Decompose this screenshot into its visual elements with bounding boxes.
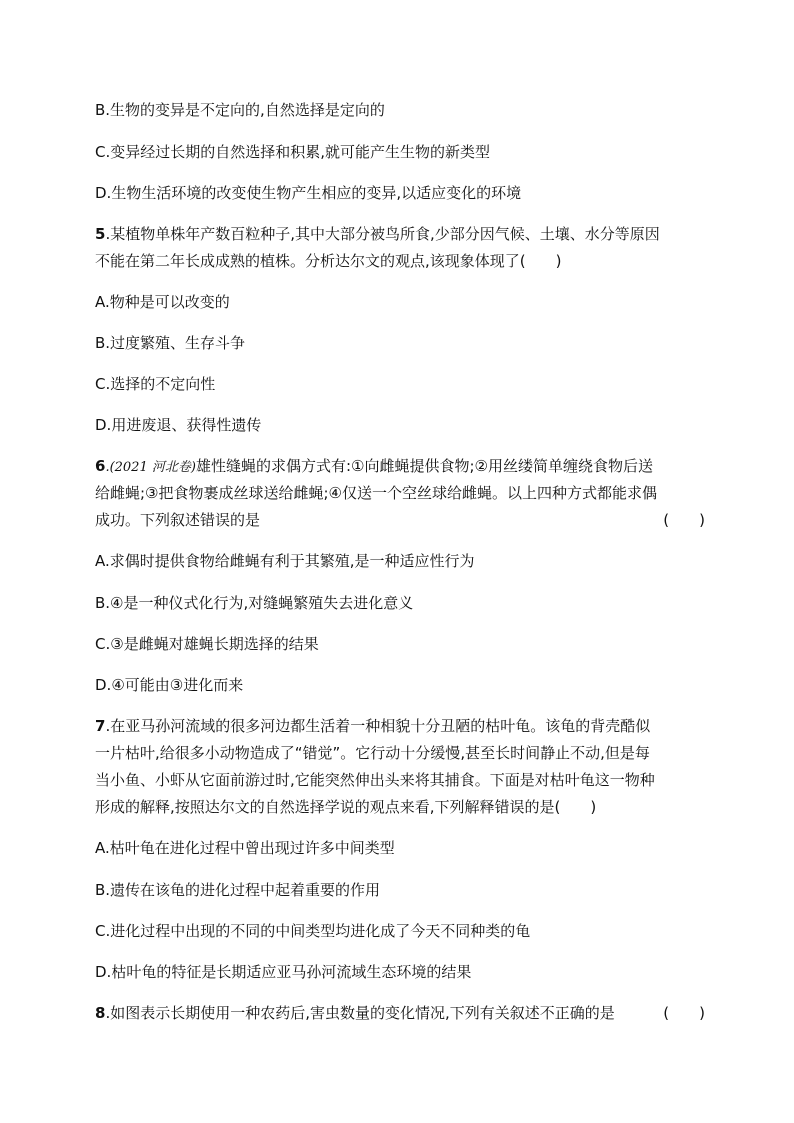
q5-option-b: B.过度繁殖、生存斗争 <box>95 334 246 352</box>
q6-option-a: A.求偶时提供食物给雌蝇有利于其繁殖,是一种适应性行为 <box>95 552 475 570</box>
q4-option-d: D.生物生活环境的改变使生物产生相应的变异,以适应变化的环境 <box>95 184 522 202</box>
q6-option-b: B.④是一种仪式化行为,对缝蝇繁殖失去进化意义 <box>95 594 414 612</box>
q7-stem-line-4: 形成的解释,按照达尔文的自然选择学说的观点来看,下列解释错误的是( ) <box>95 798 597 816</box>
q6-stem-line-3 <box>95 510 705 530</box>
q7-option-a: A.枯叶龟在进化过程中曾出现过许多中间类型 <box>95 839 395 857</box>
q6-stem-text-1: 雄性缝蝇的求偶方式有:①向雌蝇提供食物;②用丝缕简单缠绕食物后送 <box>195 457 653 475</box>
q8-stem-line-1 <box>95 1003 705 1023</box>
q4-option-b: B.生物的变异是不定向的,自然选择是定向的 <box>95 101 385 119</box>
q7-stem-line-2: 一片枯叶,给很多小动物造成了“错觉”。它行动十分缓慢,甚至长时间静止不动,但是每 <box>95 744 650 762</box>
q7-stem-line-1 <box>95 716 705 736</box>
q7-option-b: B.遗传在该龟的进化过程中起着重要的作用 <box>95 881 381 899</box>
q5-stem-line-1 <box>95 224 705 244</box>
q5-option-d: D.用进废退、获得性遗传 <box>95 416 262 434</box>
q8-stem-text-1: .如图表示长期使用一种农药后,害虫数量的变化情况,下列有关叙述不正确的是 <box>105 1004 615 1022</box>
q7-stem-line-3: 当小鱼、小虾从它面前游过时,它能突然伸出头来将其捕食。下面是对枯叶龟这一物种 <box>95 771 655 789</box>
q7-number: 7 <box>95 717 106 735</box>
q6-number: 6 <box>95 457 106 475</box>
q6-answer-bracket: ( ) <box>663 511 705 529</box>
q6-source: .(2021 河北卷) <box>105 460 196 475</box>
q6-stem-line-1 <box>95 456 705 478</box>
q7-option-c: C.进化过程中出现的不同的中间类型均进化成了今天不同种类的龟 <box>95 922 531 940</box>
q6-option-c: C.③是雌蝇对雄蝇长期选择的结果 <box>95 635 319 653</box>
q8-answer-bracket: ( ) <box>663 1004 705 1022</box>
q5-stem-line-2: 不能在第二年长成成熟的植株。分析达尔文的观点,该现象体现了( ) <box>95 252 562 270</box>
q6-stem-text-3: 成功。下列叙述错误的是 <box>95 511 261 529</box>
q7-stem-text-1: .在亚马孙河流域的很多河边都生活着一种相貌十分丑陋的枯叶龟。该龟的背壳酷似 <box>105 717 651 735</box>
q5-option-a: A.物种是可以改变的 <box>95 293 230 311</box>
q5-stem-text-1: .某植物单株年产数百粒种子,其中大部分被鸟所食,少部分因气候、土壤、水分等原因 <box>105 225 660 243</box>
q8-number: 8 <box>95 1004 106 1022</box>
q5-option-c: C.选择的不定向性 <box>95 375 216 393</box>
q6-stem-line-2: 给雌蝇;③把食物裹成丝球送给雌蝇;④仅送一个空丝球给雌蝇。以上四种方式都能求偶 <box>95 484 658 502</box>
q7-option-d: D.枯叶龟的特征是长期适应亚马孙河流域生态环境的结果 <box>95 963 472 981</box>
q4-option-c: C.变异经过长期的自然选择和积累,就可能产生生物的新类型 <box>95 143 491 161</box>
q6-option-d: D.④可能由③进化而来 <box>95 676 244 694</box>
q5-number: 5 <box>95 225 106 243</box>
